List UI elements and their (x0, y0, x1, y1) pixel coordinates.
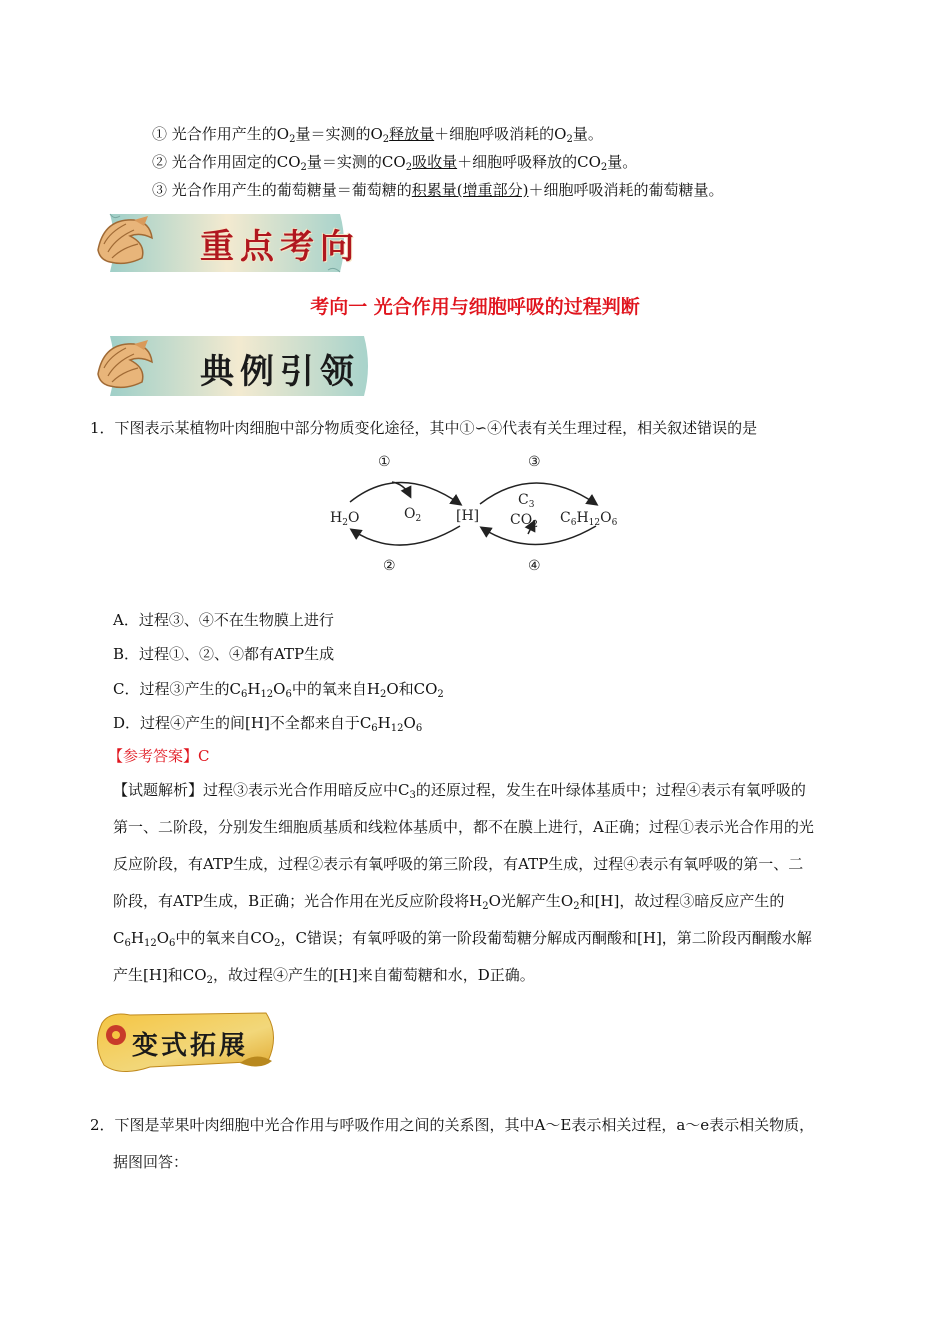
banner-zhongdian (90, 208, 360, 278)
section-title: 考向一 光合作用与细胞呼吸的过程判断 (310, 296, 640, 318)
formula-co2: ② 光合作用固定的$CO_2$量＝实测的$CO_2$吸收量＋细胞呼吸释放的$CO_2$量。 (152, 153, 638, 173)
reference-answer: 【参考答案】C (108, 747, 210, 765)
label-process-1: ① (378, 454, 391, 470)
label-glucose: $C_6H_{12}O_6$ (560, 510, 618, 528)
option-b: B．过程①、②、④都有ATP生成 (113, 645, 335, 663)
banner-bianshi (90, 1005, 282, 1081)
banner-title: 变式拓展 (132, 1031, 249, 1061)
shell-icon (90, 208, 160, 278)
label-o2: $O_2$ (404, 506, 422, 524)
banner-dianli (90, 330, 375, 402)
arrow-2 (352, 526, 460, 545)
arrow-1 (350, 482, 460, 504)
analysis-line: 反应阶段，有ATP生成，过程②表示有氧呼吸的第三阶段，有ATP生成，过程④表示有氧呼吸的第一、二 (113, 855, 804, 873)
analysis-line: 阶段，有ATP生成，B正确；光合作用在光反应阶段将$H_2O$光解产生$O_2$和[H]，故过程③暗反应产生的 (113, 892, 785, 912)
arrow-4 (482, 526, 596, 545)
metabolism-diagram (320, 452, 640, 572)
analysis-line: 【试题解析】过程③表示光合作用暗反应中$C_3$的还原过程，发生在叶绿体基质中；过程④表示有氧呼吸的 (113, 781, 806, 801)
q2-stem-line1: 2．下图是苹果叶肉细胞中光合作用与呼吸作用之间的关系图，其中A～E表示相关过程，a～e表示相关物质， (90, 1116, 815, 1134)
analysis-line: 第一、二阶段，分别发生细胞质基质和线粒体基质中，都不在膜上进行，A正确；过程①表示光合作用的光 (113, 818, 814, 836)
q1-stem: 1．下图表示某植物叶肉细胞中部分物质变化途径，其中①∽④代表有关生理过程，相关叙述错误的是 (90, 419, 758, 437)
formula-glucose: ③ 光合作用产生的葡萄糖量＝葡萄糖的积累量(增重部分)＋细胞呼吸消耗的葡萄糖量。 (152, 181, 724, 199)
label-process-4: ④ (528, 558, 541, 572)
label-h2o: $H_2O$ (330, 510, 360, 528)
q2-stem-line2: 据图回答： (113, 1153, 189, 1171)
analysis-paragraph (113, 772, 866, 994)
banner-title: 典例引领 (200, 352, 360, 392)
label-h: [H] (456, 508, 480, 524)
option-c: C．过程③产生的$C_6H_{12}O_6$中的氧来自$H_2O$和$CO_2$ (113, 680, 444, 700)
label-c3: $C_3$ (518, 492, 535, 510)
option-d: D．过程④产生的间[H]不全都来自于$C_6H_{12}O_6$ (113, 714, 423, 734)
option-a: A．过程③、④不在生物膜上进行 (113, 611, 334, 629)
label-process-2: ② (383, 558, 396, 572)
formula-o2: ① 光合作用产生的$O_2$量＝实测的$O_2$释放量＋细胞呼吸消耗的$O_2$量。 (152, 125, 603, 145)
arrow-3 (480, 483, 596, 504)
label-co2: $CO_2$ (510, 512, 538, 530)
label-process-3: ③ (528, 454, 541, 470)
banner-title: 重点考向 (200, 227, 360, 267)
shell-icon (90, 332, 160, 402)
analysis-line: $C_6H_{12}O_6$中的氧来自$CO_2$，C错误；有氧呼吸的第一阶段葡萄糖分解成丙酮酸和[H]，第二阶段丙酮酸水解 (113, 929, 812, 949)
arrow-1-branch (392, 482, 410, 496)
analysis-line: 产生[H]和$CO_2$，故过程④产生的[H]来自葡萄糖和水，D正确。 (113, 966, 535, 986)
